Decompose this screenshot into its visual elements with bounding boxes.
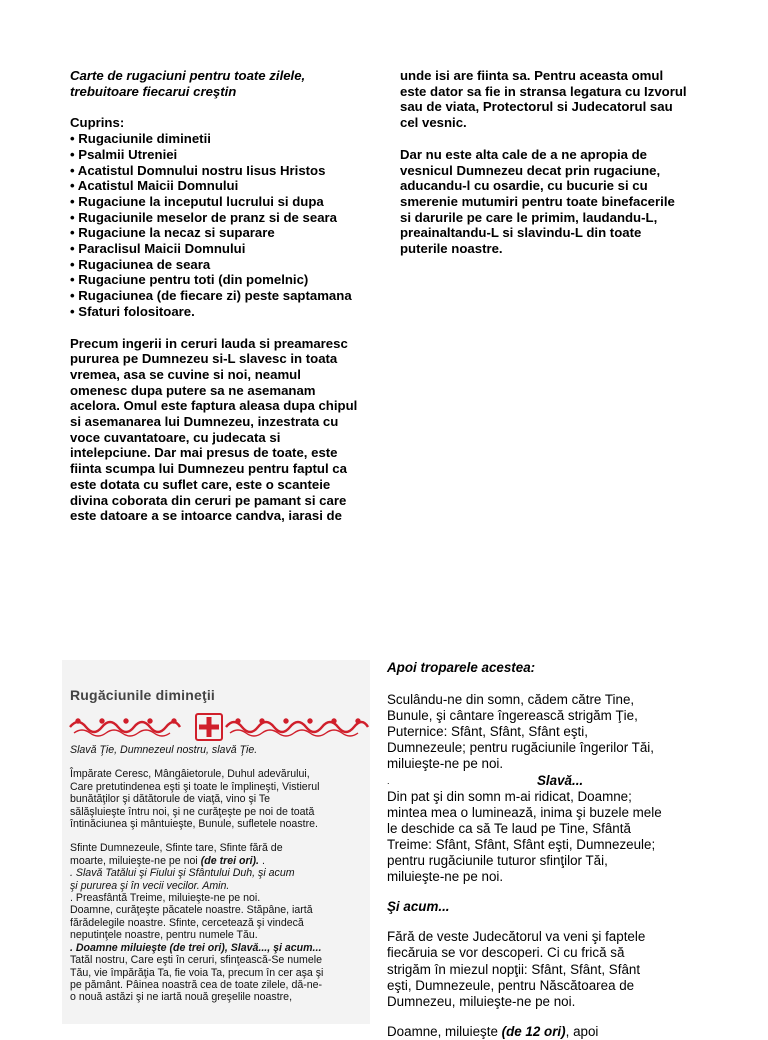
morning-prayers-text: [70, 744, 368, 1004]
doamne-text: Doamne, miluieşte: [387, 1023, 502, 1039]
intro-continuation: unde isi are fiinta sa. Pentru aceasta omul este dator sa fie in stransa legatura cu Izvorul sau de viata, Protectorul si Judecatorul sau cel vesnic.: [400, 68, 687, 131]
preasfanta-treime-prayer: . Preasfântă Treime, miluieşte-ne pe noi. Doamne, curăţeşte păcatele noastre. Stăpâne, iartă fărădelegile noastre. Sfinte, cercetează şi vindecă neputinţele noastre, pentru numele Tău.: [70, 892, 313, 942]
tatal-nostru-prayer: Tatăl nostru, Care eşti în ceruri, sfinţească-Se numele Tău, vie împărăţia Ta, fie voia Ta, precum în cer aşa şi pe pământ. Pâinea noastră cea de toate zilele, dă-ne- o nouă astăzi şi ne iartă nouă greşelile noastre,: [70, 954, 324, 1004]
doamne-12-line: [387, 1024, 701, 1040]
section-heading: Rugăciunile dimineţii: [70, 687, 215, 703]
slava-label: Slavă...: [537, 772, 584, 788]
prayer-paragraph: Dar nu este alta cale de a ne apropia de vesnicul Dumnezeu decat prin rugaciune, aducandu-l cu osardie, cu bucurie si cu smerenie mutumiri pentru toate binefacerile si darurile pe care le primim, laudandu-L, preainaltandu-L si slavindu-L din toate puterile noastre.: [400, 146, 675, 257]
dot-marker: .: [259, 854, 265, 867]
contents-item: • Rugaciunile meselor de pranz si de seara: [70, 209, 338, 225]
contents-item: • Rugaciunea (de fiecare zi) peste saptamana: [70, 288, 352, 304]
slava-row: [387, 773, 701, 789]
contents-item: • Sfaturi folositoare.: [70, 303, 195, 319]
scanned-page-left: [62, 660, 370, 1024]
repeat-note: (de trei ori).: [200, 854, 260, 867]
si-acum-label: Şi acum...: [387, 899, 450, 915]
contents-item: • Rugaciune pentru toti (din pomelnic): [70, 272, 309, 288]
contents-item: • Psalmii Utreniei: [70, 146, 178, 162]
contents-item: • Rugaciunile diminetii: [70, 131, 211, 147]
top-right-column: [400, 68, 700, 257]
contents-item: • Acatistul Maicii Domnului: [70, 178, 239, 194]
contents-list: [70, 131, 370, 319]
slava-tatalui-line: . Slavă Tatălui şi Fiului şi Sfântului Duh, şi acum şi pururea şi în vecii vecilor. Amin.: [70, 867, 295, 892]
scanned-page-right: [385, 660, 703, 1039]
intro-paragraph: Precum ingerii in ceruri lauda si preamaresc pururea pe Dumnezeu si-L slavesc in toata vremea, asa se cuvine si noi, neamul omenesc dupa putere sa ne asemanam acelora. Omul este faptura aleasa dupa chipul si asemanarea lui Dumnezeu, inzestrata cu voce cuvantatoare, cu judecata si intelepciune. Dar mai presus de toate, este fiinta scumpa lui Dumnezeu pentru faptul ca este dotata cu suflet care, este o scanteie divina coborata din ceruri pe pamant si care este datoare a se intoarce candva, iarasi de: [70, 335, 358, 524]
contents-item: • Paraclisul Maicii Domnului: [70, 241, 246, 257]
repeat-note: (de 12 ori): [501, 1023, 566, 1039]
trisagion-prayer: [70, 842, 368, 867]
contents-item: • Rugaciunea de seara: [70, 256, 211, 272]
contents-item: • Rugaciune la necaz si suparare: [70, 225, 275, 241]
cross-ornament-icon: [68, 712, 368, 742]
troparia-heading: Apoi troparele acestea:: [387, 660, 536, 675]
doamne-miluieste-line: . Doamne miluieşte (de trei ori), Slavă..., şi acum...: [70, 941, 322, 954]
trisagion-text: Sfinte Dumnezeule, Sfinte tare, Sfinte fără de moarte, miluieşte-ne pe noi: [70, 842, 283, 867]
dot-marker: .: [387, 775, 390, 786]
troparia-text: [387, 660, 701, 1040]
contents-item: • Rugaciune la inceputul lucrului si dupa: [70, 193, 324, 209]
top-left-column: [70, 68, 370, 524]
din-pat-troparion: Din pat şi din somn m-ai ridicat, Doamne; mintea mea o luminează, inima şi buzele mele le deschide ca să Te laud pe Tine, Sfântă Treime: Sfânt, Sfânt, Sfânt eşti, Dumnezeule; pentru rugăciunile tuturor sfinţilor Tăi, miluieşte-ne pe noi.: [387, 788, 662, 885]
book-title: Carte de rugaciuni pentru toate zilele, trebuitoare fiecarui creştin: [70, 68, 306, 99]
imparate-ceresc-prayer: Împărate Ceresc, Mângâietorule, Duhul adevărului, Care pretutindenea eşti şi toate le împlineşti, Vistierul bunătăţilor şi dătătorule de viaţă, vino şi Te sălăşluieşte întru noi, şi ne curăţeşte pe noi de toată întinăciunea şi mântuieşte, Bunule, sufletele noastre.: [70, 768, 320, 831]
fara-de-veste-troparion: Fără de veste Judecătorul va veni şi faptele fiecăruia se vor descoperi. Ci cu frică să strigăm în miezul nopţii: Sfânt, Sfânt, Sfânt eşti, Dumnezeule, pentru Născătoarea de Dumnezeu, miluieşte-ne pe noi.: [387, 929, 646, 1009]
sculandu-troparion: Sculându-ne din somn, cădem către Tine, Bunule, şi cântare îngerească strigăm Ţie, Puternice: Sfânt, Sfânt, Sfânt eşti, Dumnezeule; pentru rugăciunile îngerilor Tăi, miluieşte-ne pe noi.: [387, 692, 654, 772]
contents-heading: Cuprins:: [70, 115, 125, 131]
apoi-text: , apoi: [565, 1023, 599, 1039]
contents-item: • Acatistul Domnului nostru Iisus Hristos: [70, 162, 326, 178]
slava-line: Slavă Ţie, Dumnezeul nostru, slavă Ţie.: [70, 744, 258, 756]
